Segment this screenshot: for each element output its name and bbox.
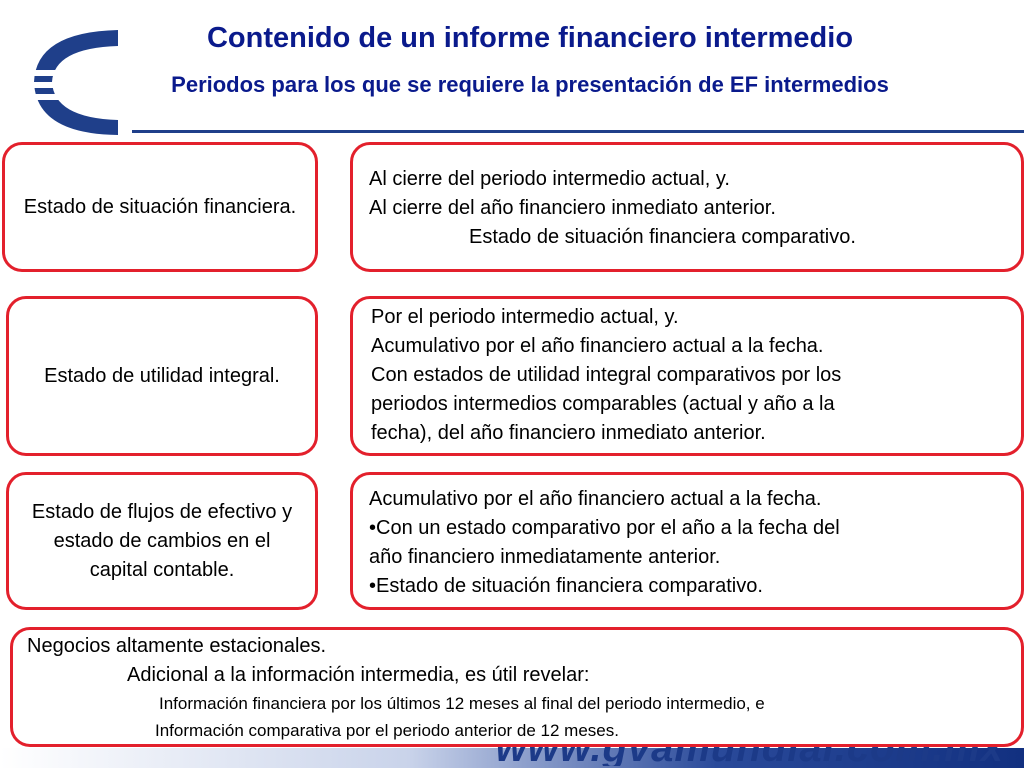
statement-box-cash-flows (6, 472, 318, 610)
note-line: Negocios altamente estacionales. (27, 635, 327, 657)
statement-box-financial-position (2, 142, 318, 272)
company-logo (30, 30, 120, 135)
period-line: Al cierre del año financiero inmediato anterior. (369, 197, 776, 219)
note-line: Información financiera por los últimos 12 meses al final del periodo intermedio, e (159, 694, 765, 713)
period-box-cash-flows (350, 472, 1024, 610)
header-divider (132, 130, 1024, 133)
period-line: •Estado de situación financiera comparativo. (369, 575, 763, 597)
period-line: Estado de situación financiera comparativo. (469, 226, 856, 248)
page-title: Contenido de un informe financiero intermedio (206, 22, 854, 54)
period-line: Acumulativo por el año financiero actual a la fecha. (371, 335, 824, 357)
page-subtitle: Periodos para los que se requiere la presentación de EF intermedios (171, 72, 889, 97)
period-box-financial-position (350, 142, 1024, 272)
period-line: •Con un estado comparativo por el año a la fecha del (369, 517, 840, 539)
period-line: año financiero inmediatamente anterior. (369, 546, 721, 568)
period-line: periodos intermedios comparables (actual y año a la (371, 393, 835, 415)
statement-box-comprehensive-income (6, 296, 318, 456)
statement-label: Estado de flujos de efectivo y estado de cambios en el capital contable. (31, 500, 293, 581)
period-line: Por el periodo intermedio actual, y. (371, 306, 679, 328)
note-line: Adicional a la información intermedia, es útil revelar: (127, 664, 590, 686)
period-line: fecha), del año financiero inmediato anterior. (371, 422, 766, 444)
note-line: Información comparativa por el periodo anterior de 12 meses. (155, 721, 619, 740)
statement-label: Estado de utilidad integral. (44, 364, 280, 387)
period-line: Acumulativo por el año financiero actual a la fecha. (369, 488, 822, 510)
period-line: Al cierre del periodo intermedio actual, y. (369, 168, 730, 190)
period-box-comprehensive-income (350, 296, 1024, 456)
period-line: Con estados de utilidad integral comparativos por los (371, 364, 842, 386)
statement-label: Estado de situación financiera. (23, 195, 297, 218)
seasonal-business-note (10, 627, 1024, 747)
